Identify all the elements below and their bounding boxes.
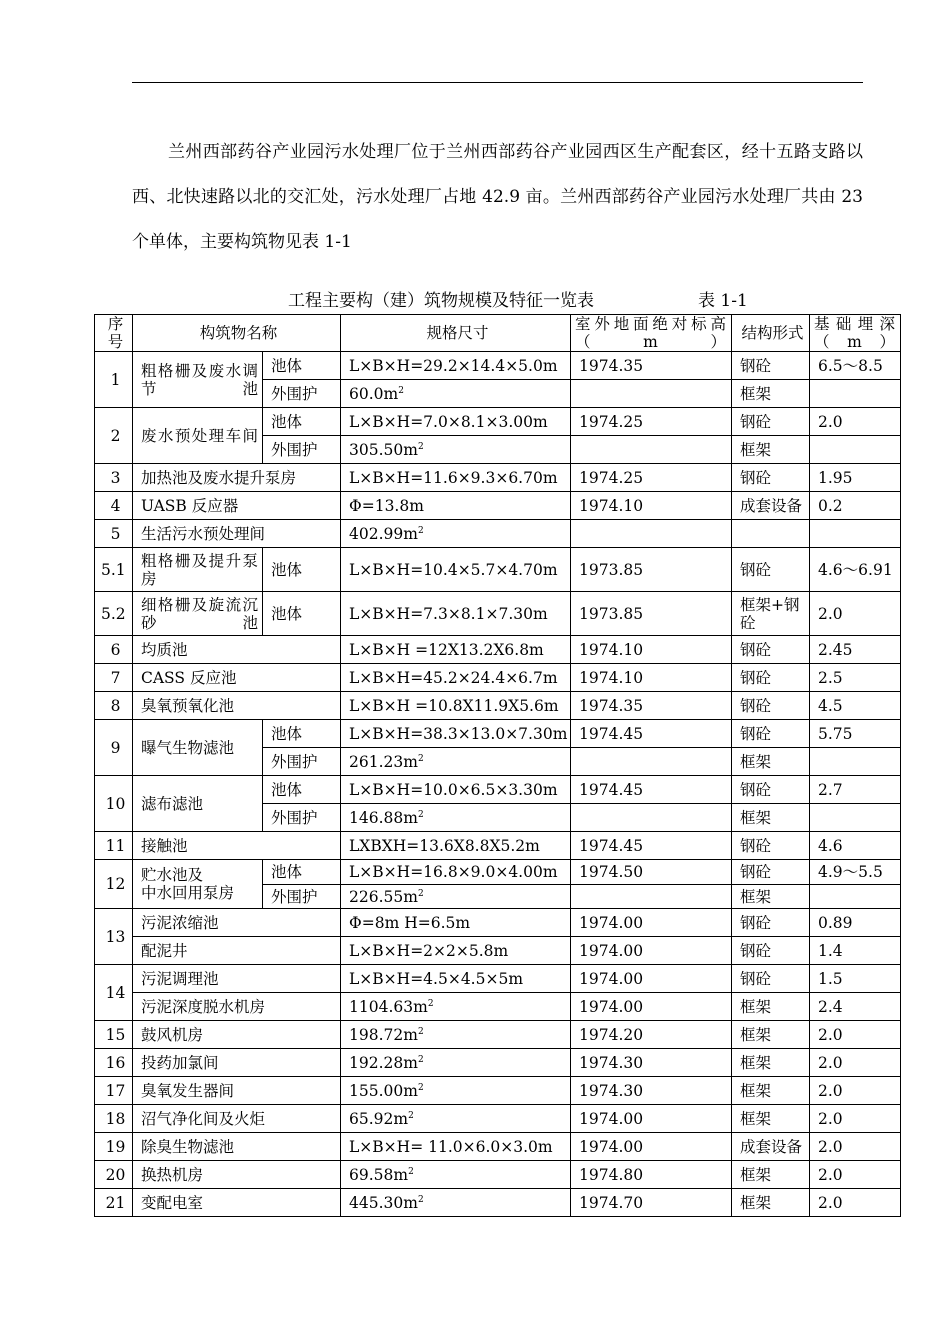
depth: 2.45 (810, 636, 901, 664)
table-row (95, 720, 901, 748)
structure-type: 钢砼 (732, 464, 810, 492)
structure-type: 钢砼 (732, 832, 810, 860)
elevation: 1974.00 (571, 1133, 732, 1161)
depth: 4.6～6.91 (810, 548, 901, 592)
elevation: 1974.10 (571, 636, 732, 664)
structure-name: CASS 反应池 (133, 664, 341, 692)
table-row (95, 592, 901, 636)
structure-type: 框架 (732, 748, 810, 776)
elevation: 1974.10 (571, 492, 732, 520)
depth: 2.0 (810, 1161, 901, 1189)
structure-name: 滤布滤池 (133, 776, 263, 832)
structure-name-line2: 中水回用泵房 (141, 884, 235, 902)
structure-name: 臭氧发生器间 (133, 1077, 341, 1105)
spec: $226.55m^2$ (341, 885, 571, 909)
elevation: 1974.45 (571, 720, 732, 748)
structure-type: 钢砼 (732, 692, 810, 720)
elevation: 1974.70 (571, 1189, 732, 1217)
sub-part: 外围护 (263, 380, 341, 408)
spec: $60.0m^2$ (341, 380, 571, 408)
depth: 0.89 (810, 909, 901, 937)
row-number: 6 (95, 636, 133, 664)
sub-part: 外围护 (263, 885, 341, 909)
table-row (95, 965, 901, 993)
depth: 4.6 (810, 832, 901, 860)
structure-name: 变配电室 (133, 1189, 341, 1217)
row-number: 10 (95, 776, 133, 832)
elevation: 1974.35 (571, 352, 732, 380)
spec: L×B×H=11.6×9.3×6.70m (341, 464, 571, 492)
structure-type: 钢砼 (732, 408, 810, 436)
table-row (95, 520, 901, 548)
row-number: 5 (95, 520, 133, 548)
elevation (571, 436, 732, 464)
elevation: 1974.45 (571, 776, 732, 804)
structure-name: 污泥深度脱水机房 (133, 993, 341, 1021)
sub-part: 池体 (263, 720, 341, 748)
structure-name: UASB 反应器 (133, 492, 341, 520)
structure-name (133, 860, 263, 909)
sub-part: 池体 (263, 592, 341, 636)
structure-name: 粗格栅及废水调节池 (133, 352, 263, 408)
sub-part: 外围护 (263, 804, 341, 832)
table-row (95, 408, 901, 436)
spec: L×B×H=29.2×14.4×5.0m (341, 352, 571, 380)
elevation (571, 748, 732, 776)
structure-name: 加热池及废水提升泵房 (133, 464, 341, 492)
depth (810, 885, 901, 909)
table-row (95, 1133, 901, 1161)
structure-type: 框架 (732, 436, 810, 464)
spec: $1104.63m^2$ (341, 993, 571, 1021)
table-row (95, 776, 901, 804)
table-row (95, 1105, 901, 1133)
row-number: 17 (95, 1077, 133, 1105)
elevation: 1974.00 (571, 937, 732, 965)
row-number: 12 (95, 860, 133, 909)
table-row (95, 1189, 901, 1217)
sub-part: 池体 (263, 548, 341, 592)
spec: $445.30m^2$ (341, 1189, 571, 1217)
table-row (95, 692, 901, 720)
depth (810, 748, 901, 776)
elevation: 1974.50 (571, 860, 732, 885)
row-number: 1 (95, 352, 133, 408)
elevation (571, 520, 732, 548)
spec: L×B×H=2×2×5.8m (341, 937, 571, 965)
elevation: 1974.45 (571, 832, 732, 860)
table-row (95, 860, 901, 885)
structure-type: 钢砼 (732, 664, 810, 692)
structure-type: 成套设备 (732, 1133, 810, 1161)
structure-type: 框架 (732, 804, 810, 832)
header-depth: 基础埋深（m） (810, 315, 901, 352)
depth: 2.4 (810, 993, 901, 1021)
spec: Φ=13.8m (341, 492, 571, 520)
structure-type: 框架 (732, 1021, 810, 1049)
table-row (95, 909, 901, 937)
structure-type: 框架 (732, 1049, 810, 1077)
table-row (95, 832, 901, 860)
row-number: 5.2 (95, 592, 133, 636)
structure-name: 沼气净化间及火炬 (133, 1105, 341, 1133)
structure-type: 钢砼 (732, 860, 810, 885)
structure-name: 细格栅及旋流沉砂池 (133, 592, 263, 636)
table-row (95, 993, 901, 1021)
spec: $305.50m^2$ (341, 436, 571, 464)
depth: 2.0 (810, 1189, 901, 1217)
structure-name: 换热机房 (133, 1161, 341, 1189)
depth: 2.0 (810, 1077, 901, 1105)
row-number: 9 (95, 720, 133, 776)
depth: 6.5～8.5 (810, 352, 901, 380)
sub-part: 池体 (263, 860, 341, 885)
structure-type: 框架 (732, 993, 810, 1021)
structure-name: 鼓风机房 (133, 1021, 341, 1049)
depth: 2.0 (810, 1105, 901, 1133)
table-row (95, 492, 901, 520)
structure-type: 钢砼 (732, 776, 810, 804)
depth: 2.5 (810, 664, 901, 692)
table-row (95, 548, 901, 592)
row-number: 19 (95, 1133, 133, 1161)
elevation (571, 885, 732, 909)
structure-type: 钢砼 (732, 720, 810, 748)
structure-type: 成套设备 (732, 492, 810, 520)
sub-part: 外围护 (263, 748, 341, 776)
structure-type: 钢砼 (732, 548, 810, 592)
structure-type: 框架 (732, 885, 810, 909)
depth: 0.2 (810, 492, 901, 520)
spec: L×B×H=45.2×24.4×6.7m (341, 664, 571, 692)
depth (810, 436, 901, 464)
row-number: 21 (95, 1189, 133, 1217)
structure-name: 配泥井 (133, 937, 341, 965)
structure-type: 框架 (732, 380, 810, 408)
row-number: 18 (95, 1105, 133, 1133)
elevation: 1974.00 (571, 909, 732, 937)
row-number: 16 (95, 1049, 133, 1077)
row-number: 20 (95, 1161, 133, 1189)
row-number: 2 (95, 408, 133, 464)
structure-name: 污泥调理池 (133, 965, 341, 993)
sub-part: 外围护 (263, 436, 341, 464)
spec: L×B×H=10.0×6.5×3.30m (341, 776, 571, 804)
row-number: 13 (95, 909, 133, 965)
elevation: 1974.30 (571, 1077, 732, 1105)
depth: 2.0 (810, 592, 901, 636)
row-number: 4 (95, 492, 133, 520)
table-row (95, 937, 901, 965)
table-row (95, 1021, 901, 1049)
header-name: 构筑物名称 (133, 315, 341, 352)
spec: $192.28m^2$ (341, 1049, 571, 1077)
elevation (571, 804, 732, 832)
elevation: 1974.80 (571, 1161, 732, 1189)
table-row (95, 636, 901, 664)
structure-name: 除臭生物滤池 (133, 1133, 341, 1161)
structure-name: 投药加氯间 (133, 1049, 341, 1077)
header-rule (132, 82, 863, 83)
row-number: 14 (95, 965, 133, 1021)
spec: L×B×H=16.8×9.0×4.00m (341, 860, 571, 885)
row-number: 3 (95, 464, 133, 492)
table-row (95, 1161, 901, 1189)
spec: L×B×H=4.5×4.5×5m (341, 965, 571, 993)
depth: 2.7 (810, 776, 901, 804)
elevation: 1974.25 (571, 464, 732, 492)
structure-type: 钢砼 (732, 909, 810, 937)
row-number: 15 (95, 1021, 133, 1049)
structure-type: 框架+钢砼 (732, 592, 810, 636)
depth: 1.5 (810, 965, 901, 993)
spec: LXBXH=13.6X8.8X5.2m (341, 832, 571, 860)
header-elevation: 室外地面绝对标高（m） (571, 315, 732, 352)
structure-type (732, 520, 810, 548)
row-number: 8 (95, 692, 133, 720)
depth: 2.0 (810, 1133, 901, 1161)
spec: L×B×H =12X13.2X6.8m (341, 636, 571, 664)
spec: L×B×H =10.8X11.9X5.6m (341, 692, 571, 720)
structure-name: 曝气生物滤池 (133, 720, 263, 776)
structure-type: 框架 (732, 1077, 810, 1105)
structures-table (94, 314, 901, 1217)
depth: 4.5 (810, 692, 901, 720)
depth: 2.0 (810, 1049, 901, 1077)
spec: Φ=8m H=6.5m (341, 909, 571, 937)
table-header-row (95, 315, 901, 352)
structure-name-line1: 贮水池及 (141, 866, 204, 884)
depth: 5.75 (810, 720, 901, 748)
depth: 2.0 (810, 1021, 901, 1049)
elevation (571, 380, 732, 408)
elevation: 1974.20 (571, 1021, 732, 1049)
spec: L×B×H=7.0×8.1×3.00m (341, 408, 571, 436)
structure-name: 粗格栅及提升泵房 (133, 548, 263, 592)
row-number: 5.1 (95, 548, 133, 592)
table-row (95, 664, 901, 692)
elevation: 1974.25 (571, 408, 732, 436)
spec: $69.58m^2$ (341, 1161, 571, 1189)
spec: L×B×H=38.3×13.0×7.30m (341, 720, 571, 748)
structure-name: 污泥浓缩池 (133, 909, 341, 937)
spec: L×B×H= 11.0×6.0×3.0m (341, 1133, 571, 1161)
structure-type: 钢砼 (732, 636, 810, 664)
spec: $402.99m^2$ (341, 520, 571, 548)
depth (810, 380, 901, 408)
table-row (95, 464, 901, 492)
row-number: 7 (95, 664, 133, 692)
depth (810, 520, 901, 548)
structure-type: 框架 (732, 1161, 810, 1189)
header-spec: 规格尺寸 (341, 315, 571, 352)
structure-type: 框架 (732, 1105, 810, 1133)
elevation: 1973.85 (571, 548, 732, 592)
spec: L×B×H=10.4×5.7×4.70m (341, 548, 571, 592)
sub-part: 池体 (263, 352, 341, 380)
structure-name: 废水预处理车间 (133, 408, 263, 464)
header-structure: 结构形式 (732, 315, 810, 352)
elevation: 1974.35 (571, 692, 732, 720)
structure-name: 生活污水预处理间 (133, 520, 341, 548)
table-title: 工程主要构（建）筑物规模及特征一览表 (288, 291, 594, 311)
spec: $198.72m^2$ (341, 1021, 571, 1049)
depth: 1.95 (810, 464, 901, 492)
spec: $65.92m^2$ (341, 1105, 571, 1133)
elevation: 1974.10 (571, 664, 732, 692)
depth: 1.4 (810, 937, 901, 965)
depth: 4.9～5.5 (810, 860, 901, 885)
depth (810, 804, 901, 832)
table-number: 表 1-1 (698, 291, 748, 311)
depth: 2.0 (810, 408, 901, 436)
spec: $261.23m^2$ (341, 748, 571, 776)
spec: $155.00m^2$ (341, 1077, 571, 1105)
structure-name: 均质池 (133, 636, 341, 664)
structure-name: 接触池 (133, 832, 341, 860)
elevation: 1974.00 (571, 993, 732, 1021)
elevation: 1974.00 (571, 965, 732, 993)
intro-paragraph: 兰州西部药谷产业园污水处理厂位于兰州西部药谷产业园西区生产配套区，经十五路支路以西、北快速路以北的交汇处，污水处理厂占地 42.9 亩。兰州西部药谷产业园污水处理厂共由 23 个单体，主要构筑物见表 1-1 (132, 142, 863, 252)
sub-part: 池体 (263, 776, 341, 804)
structure-type: 钢砼 (732, 937, 810, 965)
spec: $146.88m^2$ (341, 804, 571, 832)
structure-type: 钢砼 (732, 965, 810, 993)
spec: L×B×H=7.3×8.1×7.30m (341, 592, 571, 636)
elevation: 1974.30 (571, 1049, 732, 1077)
header-seq: 序号 (95, 315, 133, 352)
row-number: 11 (95, 832, 133, 860)
structure-type: 框架 (732, 1189, 810, 1217)
sub-part: 池体 (263, 408, 341, 436)
structure-type: 钢砼 (732, 352, 810, 380)
table-row (95, 1049, 901, 1077)
table-row (95, 352, 901, 380)
elevation: 1974.00 (571, 1105, 732, 1133)
structure-name: 臭氧预氧化池 (133, 692, 341, 720)
table-row (95, 1077, 901, 1105)
elevation: 1973.85 (571, 592, 732, 636)
